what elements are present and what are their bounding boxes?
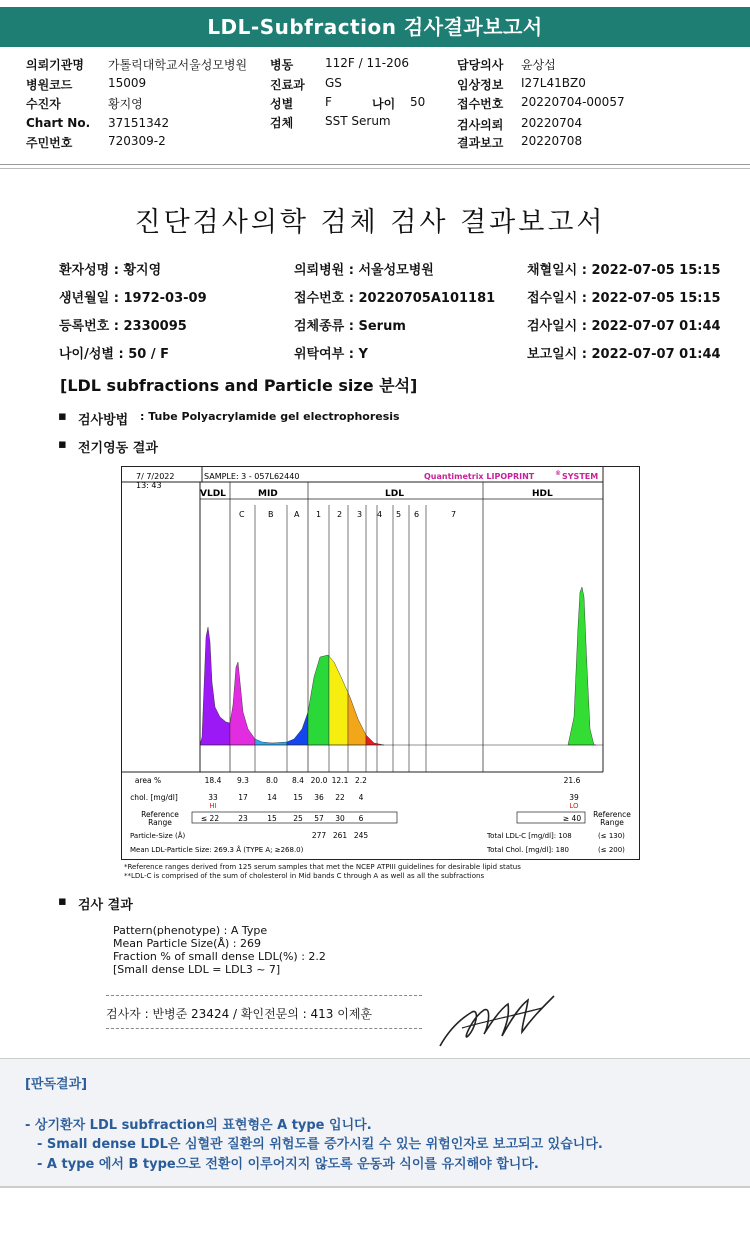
curve-segment-mid-a [287,712,308,745]
info-label: 의뢰기관명 [26,58,84,72]
particle-size: 277 [311,831,327,840]
age-sex: 나이/성별 : 50 / F [59,347,170,362]
info-value: I27L41BZ0 [521,76,586,90]
report-title: LDL-Subfraction 검사결과보고서 [0,7,750,47]
collection-time: 채혈일시 : 2022-07-05 15:15 [527,263,721,278]
area-value: 12.1 [331,776,349,785]
document-title: 진단검사의학 검체 검사 결과보고서 [134,207,606,238]
signer-line: 검사자 : 반병준 23424 / 확인전문의 : 413 이제훈 [106,1007,373,1021]
info-label: Chart No. [26,116,91,130]
chol-value: 22 [335,793,345,802]
band-label-3: 3 [357,510,363,519]
signer-divider-bottom [106,1028,422,1029]
ref-label: Range [148,818,172,827]
info-value: 윤상섭 [521,58,556,72]
band-label-a: A [294,510,300,519]
area-value: 8.4 [292,776,304,785]
info-value: 20220708 [521,134,583,148]
area-value: 2.2 [355,776,367,785]
chart-system: Quantimetrix LIPOPRINT [424,472,535,481]
method-label: 검사방법 [78,413,129,428]
mean-particle-size: Mean LDL-Particle Size: 269.3 Å (TYPE A; ≥268.0) [130,846,304,854]
info-value: 37151342 [108,116,170,130]
band-label-4: 4 [377,510,383,519]
registration-number: 등록번호 : 2330095 [59,319,187,334]
age-value: 50 [410,95,426,109]
curve-segment-ldl-2 [329,656,348,745]
chol-label: chol. [mg/dl] [130,793,178,802]
info-label: 임상정보 [457,78,504,92]
info-label: 병동 [270,58,294,72]
ref-value: 6 [358,814,364,823]
band-label-c: C [239,510,245,519]
band-label-b: B [268,510,274,519]
group-label-hdl: HDL [532,489,553,499]
ref-right-label: Reference [593,810,631,819]
ref-value-hdl: ≥ 40 [562,814,582,823]
ref-value: 57 [314,814,324,823]
curve-segment-mid-c [230,662,255,745]
chart-date: 7/ 7/2022 [136,472,175,481]
ref-value: ≤ 22 [200,814,220,823]
band-label-2: 2 [337,510,343,519]
info-value: 황지영 [108,97,143,111]
bottom-divider [0,1186,750,1187]
info-value: 15009 [108,76,147,90]
info-value: 20220704-00057 [521,95,625,109]
chart-sample: SAMPLE: 3 - 057L62440 [204,472,300,481]
info-value: 20220704 [521,116,583,130]
particle-label: Particle-Size (Å) [130,832,186,840]
info-label: 주민번호 [26,136,73,150]
area-label: area % [134,776,162,785]
result-line: Fraction % of small dense LDL(%) : 2.2 [113,950,326,963]
electrophoresis-chart [121,466,640,860]
chol-value: 15 [293,793,303,802]
interpretation-line: - 상기환자 LDL subfraction의 표현형은 A type 입니다. [25,1118,372,1133]
info-label: 수진자 [26,97,61,111]
accession-number: 접수번호 : 20220705A101181 [294,291,496,306]
chol-value: 14 [267,793,277,802]
specimen-type: 검체종류 : Serum [294,319,406,334]
area-value: 18.4 [204,776,222,785]
total-chol-ref: (≤ 200) [598,846,625,854]
flag-hi: HI [209,802,217,810]
chol-value: 4 [358,793,364,802]
info-label: 검체 [270,116,294,130]
chart-system-suffix: SYSTEM [562,472,599,481]
group-label-vldl: VLDL [200,489,226,499]
request-info [0,50,750,165]
info-label: 성별 [270,97,294,111]
info-label: 담당의사 [457,58,504,72]
ref-value: 25 [293,814,303,823]
requesting-hospital: 의뢰병원 : 서울성모병원 [294,263,434,278]
curve-segment-ldl-3 [348,693,366,746]
band-label-1: 1 [316,510,322,519]
birth-date: 생년월일 : 1972-03-09 [59,291,207,306]
band-label-6: 6 [414,510,420,519]
info-value: GS [325,76,342,90]
curve-layer [200,587,603,745]
patient-name: 환자성명 : 황지영 [59,263,162,278]
info-value: 112F / 11-206 [325,56,409,70]
result-line: Pattern(phenotype) : A Type [113,924,268,937]
group-label-ldl: LDL [385,489,404,499]
info-value: SST Serum [325,114,391,128]
particle-size: 261 [332,831,348,840]
info-label: 결과보고 [457,136,504,150]
area-value: 8.0 [266,776,278,785]
ref-label: Reference [141,810,179,819]
interpretation-line: - Small dense LDL은 심혈관 질환의 위험도를 증가시킬 수 있는 위험인자로 보고되고 있습니다. [37,1137,603,1152]
curve-segment-ldl-1 [308,655,329,745]
info-value: F [325,95,332,109]
total-ldl: Total LDL-C [mg/dl]: 108 [487,832,572,840]
total-chol: Total Chol. [mg/dl]: 180 [487,846,569,854]
signature-image [432,988,562,1052]
ref-value: 23 [238,814,248,823]
section-title: [LDL subfractions and Particle size 분석] [60,376,418,395]
flag-lo: LO [569,802,579,810]
band-label-7: 7 [451,510,457,519]
chol-value: 36 [314,793,324,802]
chol-value: 33 [208,793,218,802]
footnote: **LDL-C is comprised of the sum of cholesterol in Mid bands C through A as well as all the subfractions [124,872,485,880]
chol-value: 17 [238,793,248,802]
bullet-icon: ▪ [58,437,67,452]
result-line: [Small dense LDL = LDL3 ~ 7] [113,963,281,976]
receipt-time: 접수일시 : 2022-07-05 15:15 [527,291,721,306]
bullet-icon: ▪ [58,894,67,909]
bullet-icon: ▪ [58,409,67,424]
result-line: Mean Particle Size(Å) : 269 [113,937,261,950]
interpretation-line: - A type 에서 B type으로 전환이 이루어지지 않도록 운동과 식이를 유지해야 합니다. [37,1157,539,1172]
info-label: 접수번호 [457,97,504,111]
interpretation-title: [판독결과] [25,1077,88,1092]
info-value: 720309-2 [108,134,166,148]
test-time: 검사일시 : 2022-07-07 01:44 [527,319,721,334]
report-header [0,0,750,52]
signer-divider-top [106,995,422,996]
electrophoresis-label: 전기영동 결과 [78,441,158,456]
group-label-mid: MID [258,489,278,499]
area-value: 9.3 [237,776,249,785]
consignment: 위탁여부 : Y [294,347,368,362]
info-label: 병원코드 [26,78,73,92]
ref-value: 15 [267,814,277,823]
age-label: 나이 [372,97,396,111]
info-label: 검사의뢰 [457,118,504,132]
chart-time: 13: 43 [136,481,162,490]
curve-segment-ldl-4 [366,735,384,745]
ref-value: 30 [335,814,345,823]
chart-system-reg: ® [555,470,561,477]
area-value-hdl: 21.6 [563,776,581,785]
result-label: 검사 결과 [78,898,133,913]
band-label-5: 5 [396,510,402,519]
info-label: 진료과 [270,78,305,92]
chart-svg [122,467,639,859]
particle-size: 245 [353,831,369,840]
interpretation-panel [0,1058,750,1188]
area-value: 20.0 [310,776,328,785]
method-value: : Tube Polyacrylamide gel electrophoresis [140,410,400,423]
curve-segment-vldl [200,627,230,745]
curve-segment-mid-b [255,739,287,745]
curve-segment-hdl [568,587,596,745]
ref-right-label: Range [600,818,624,827]
report-time: 보고일시 : 2022-07-07 01:44 [527,347,721,362]
footnote: *Reference ranges derived from 125 serum samples that met the NCEP ATPIII guidelines for desirable lipid status [124,863,521,871]
chol-value-hdl: 39 [569,793,579,802]
info-value: 가톨릭대학교서울성모병원 [108,58,248,72]
total-ldl-ref: (≤ 130) [598,832,625,840]
